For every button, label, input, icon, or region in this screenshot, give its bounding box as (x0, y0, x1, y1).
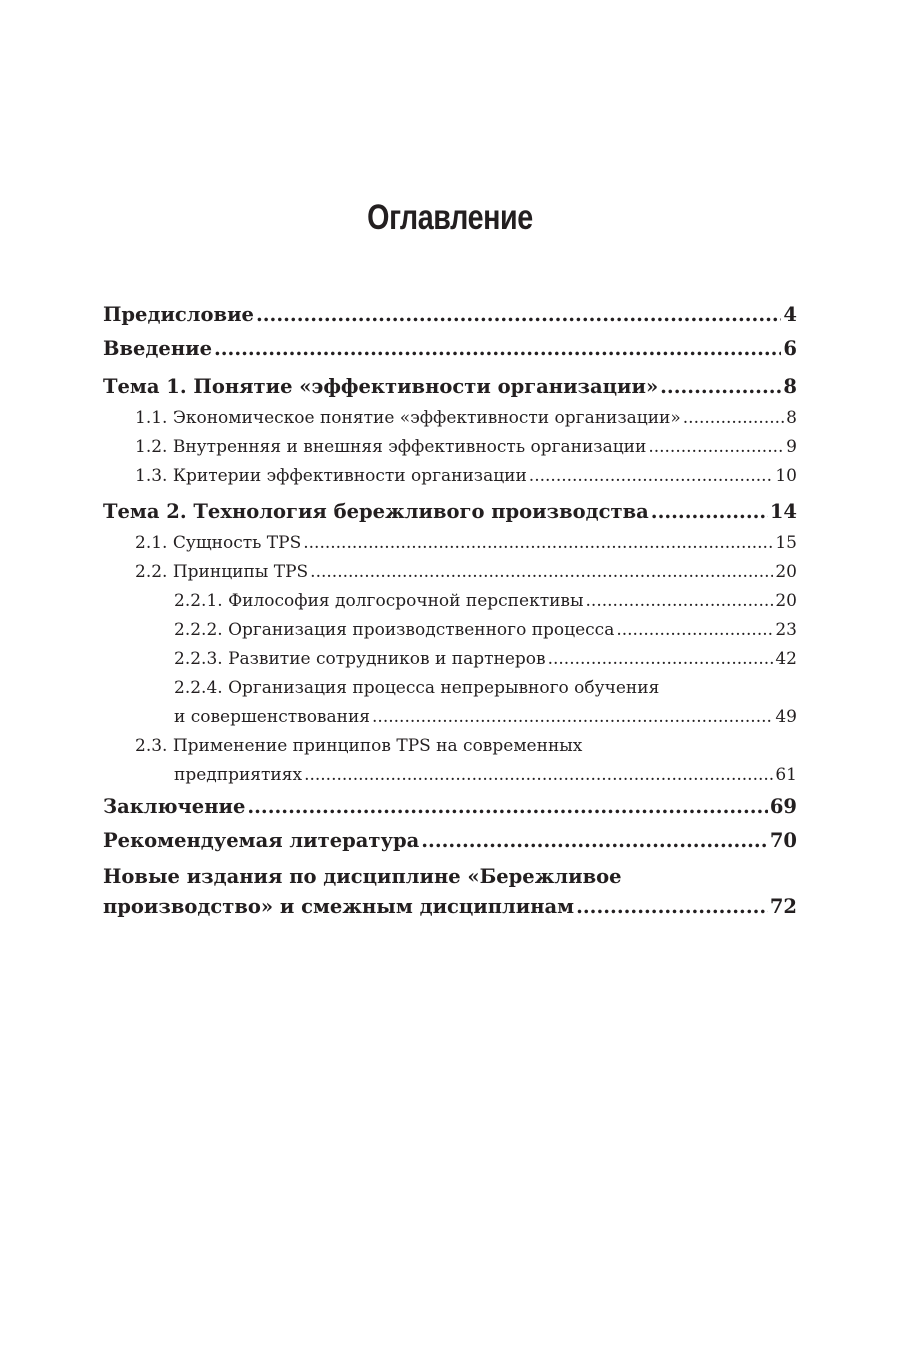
toc-page-number: 20 (775, 562, 797, 582)
toc-entry-label-line2: производство» и смежным дисциплинам (103, 895, 575, 918)
toc-entry-1-1[interactable] (103, 404, 797, 433)
toc-page-number: 72 (769, 895, 797, 918)
dot-leader (651, 495, 768, 529)
dot-leader (683, 404, 784, 433)
toc-page-number: 49 (775, 707, 797, 727)
toc-entry-2-2[interactable] (103, 558, 797, 587)
toc-entry-label: Заключение (103, 795, 246, 818)
toc-entry-preface[interactable] (103, 298, 797, 332)
dot-leader (576, 892, 768, 922)
toc-entry-label-line2: и совершенствования (174, 707, 371, 727)
toc-entry-label: 2.1. Сущность TPS (135, 533, 302, 553)
toc-page-number: 10 (775, 466, 797, 486)
toc-page-number: 61 (775, 765, 797, 785)
dot-leader (303, 529, 773, 558)
toc-entry-label: Тема 1. Понятие «эффективности организации» (103, 375, 659, 398)
toc-page-number: 69 (769, 795, 797, 818)
dot-leader (247, 790, 768, 824)
table-of-contents (103, 298, 797, 922)
dot-leader (529, 462, 774, 491)
toc-entry-label: Предисловие (103, 303, 254, 326)
toc-page-number: 6 (783, 337, 797, 360)
toc-entry-label-line1: Новые издания по дисциплине «Бережливое (103, 865, 622, 888)
toc-entry-label: Рекомендуемая литература (103, 829, 420, 852)
toc-entry-label: 2.2. Принципы TPS (135, 562, 309, 582)
toc-page-number: 8 (786, 408, 797, 428)
toc-entry-label: 2.2.1. Философия долгосрочной перспективы (174, 591, 584, 611)
toc-entry-label-line1: 2.2.4. Организация процесса непрерывного обучения (174, 678, 660, 698)
dot-leader (660, 370, 781, 404)
toc-entry-label: Введение (103, 337, 212, 360)
toc-page-number: 42 (775, 649, 797, 669)
toc-entry-label: 1.3. Критерии эффективности организации (135, 466, 527, 486)
toc-entry-1-2[interactable] (103, 433, 797, 462)
dot-leader (256, 298, 781, 332)
toc-entry-recommended-literature[interactable] (103, 824, 797, 858)
toc-entry-topic-2[interactable] (103, 495, 797, 529)
toc-page-number: 14 (769, 500, 797, 523)
dot-leader (586, 587, 774, 616)
toc-entry-label-line1: 2.3. Применение принципов TPS на современных (135, 736, 583, 756)
toc-entry-2-2-3[interactable] (103, 645, 797, 674)
toc-entry-1-3[interactable] (103, 462, 797, 491)
dot-leader (214, 332, 781, 366)
toc-entry-2-2-2[interactable] (103, 616, 797, 645)
toc-entry-label: 2.2.2. Организация производственного процесса (174, 620, 615, 640)
toc-entry-label: 1.1. Экономическое понятие «эффективности организации» (135, 408, 681, 428)
toc-page-number: 4 (783, 303, 797, 326)
page-title: Оглавление (367, 198, 533, 237)
dot-leader (648, 433, 784, 462)
toc-entry-new-editions[interactable] (103, 862, 797, 922)
dot-leader (310, 558, 773, 587)
dot-leader (548, 645, 774, 674)
toc-entry-2-1[interactable] (103, 529, 797, 558)
toc-page-number: 23 (775, 620, 797, 640)
dot-leader (304, 761, 773, 790)
toc-entry-label-line2: предприятиях (174, 765, 303, 785)
toc-entry-label: Тема 2. Технология бережливого производства (103, 500, 649, 523)
toc-page-number: 15 (775, 533, 797, 553)
dot-leader (616, 616, 773, 645)
toc-entry-label: 2.2.3. Развитие сотрудников и партнеров (174, 649, 546, 669)
dot-leader (372, 703, 773, 732)
toc-entry-topic-1[interactable] (103, 370, 797, 404)
toc-entry-label: 1.2. Внутренняя и внешняя эффективность организации (135, 437, 647, 457)
toc-page-number: 70 (769, 829, 797, 852)
dot-leader (421, 824, 768, 858)
toc-page-number: 20 (775, 591, 797, 611)
toc-entry-introduction[interactable] (103, 332, 797, 366)
toc-page-number: 9 (786, 437, 797, 457)
toc-entry-2-3[interactable] (103, 732, 797, 790)
toc-entry-2-2-1[interactable] (103, 587, 797, 616)
toc-entry-2-2-4[interactable] (103, 674, 797, 732)
toc-entry-conclusion[interactable] (103, 790, 797, 824)
toc-page-number: 8 (783, 375, 797, 398)
